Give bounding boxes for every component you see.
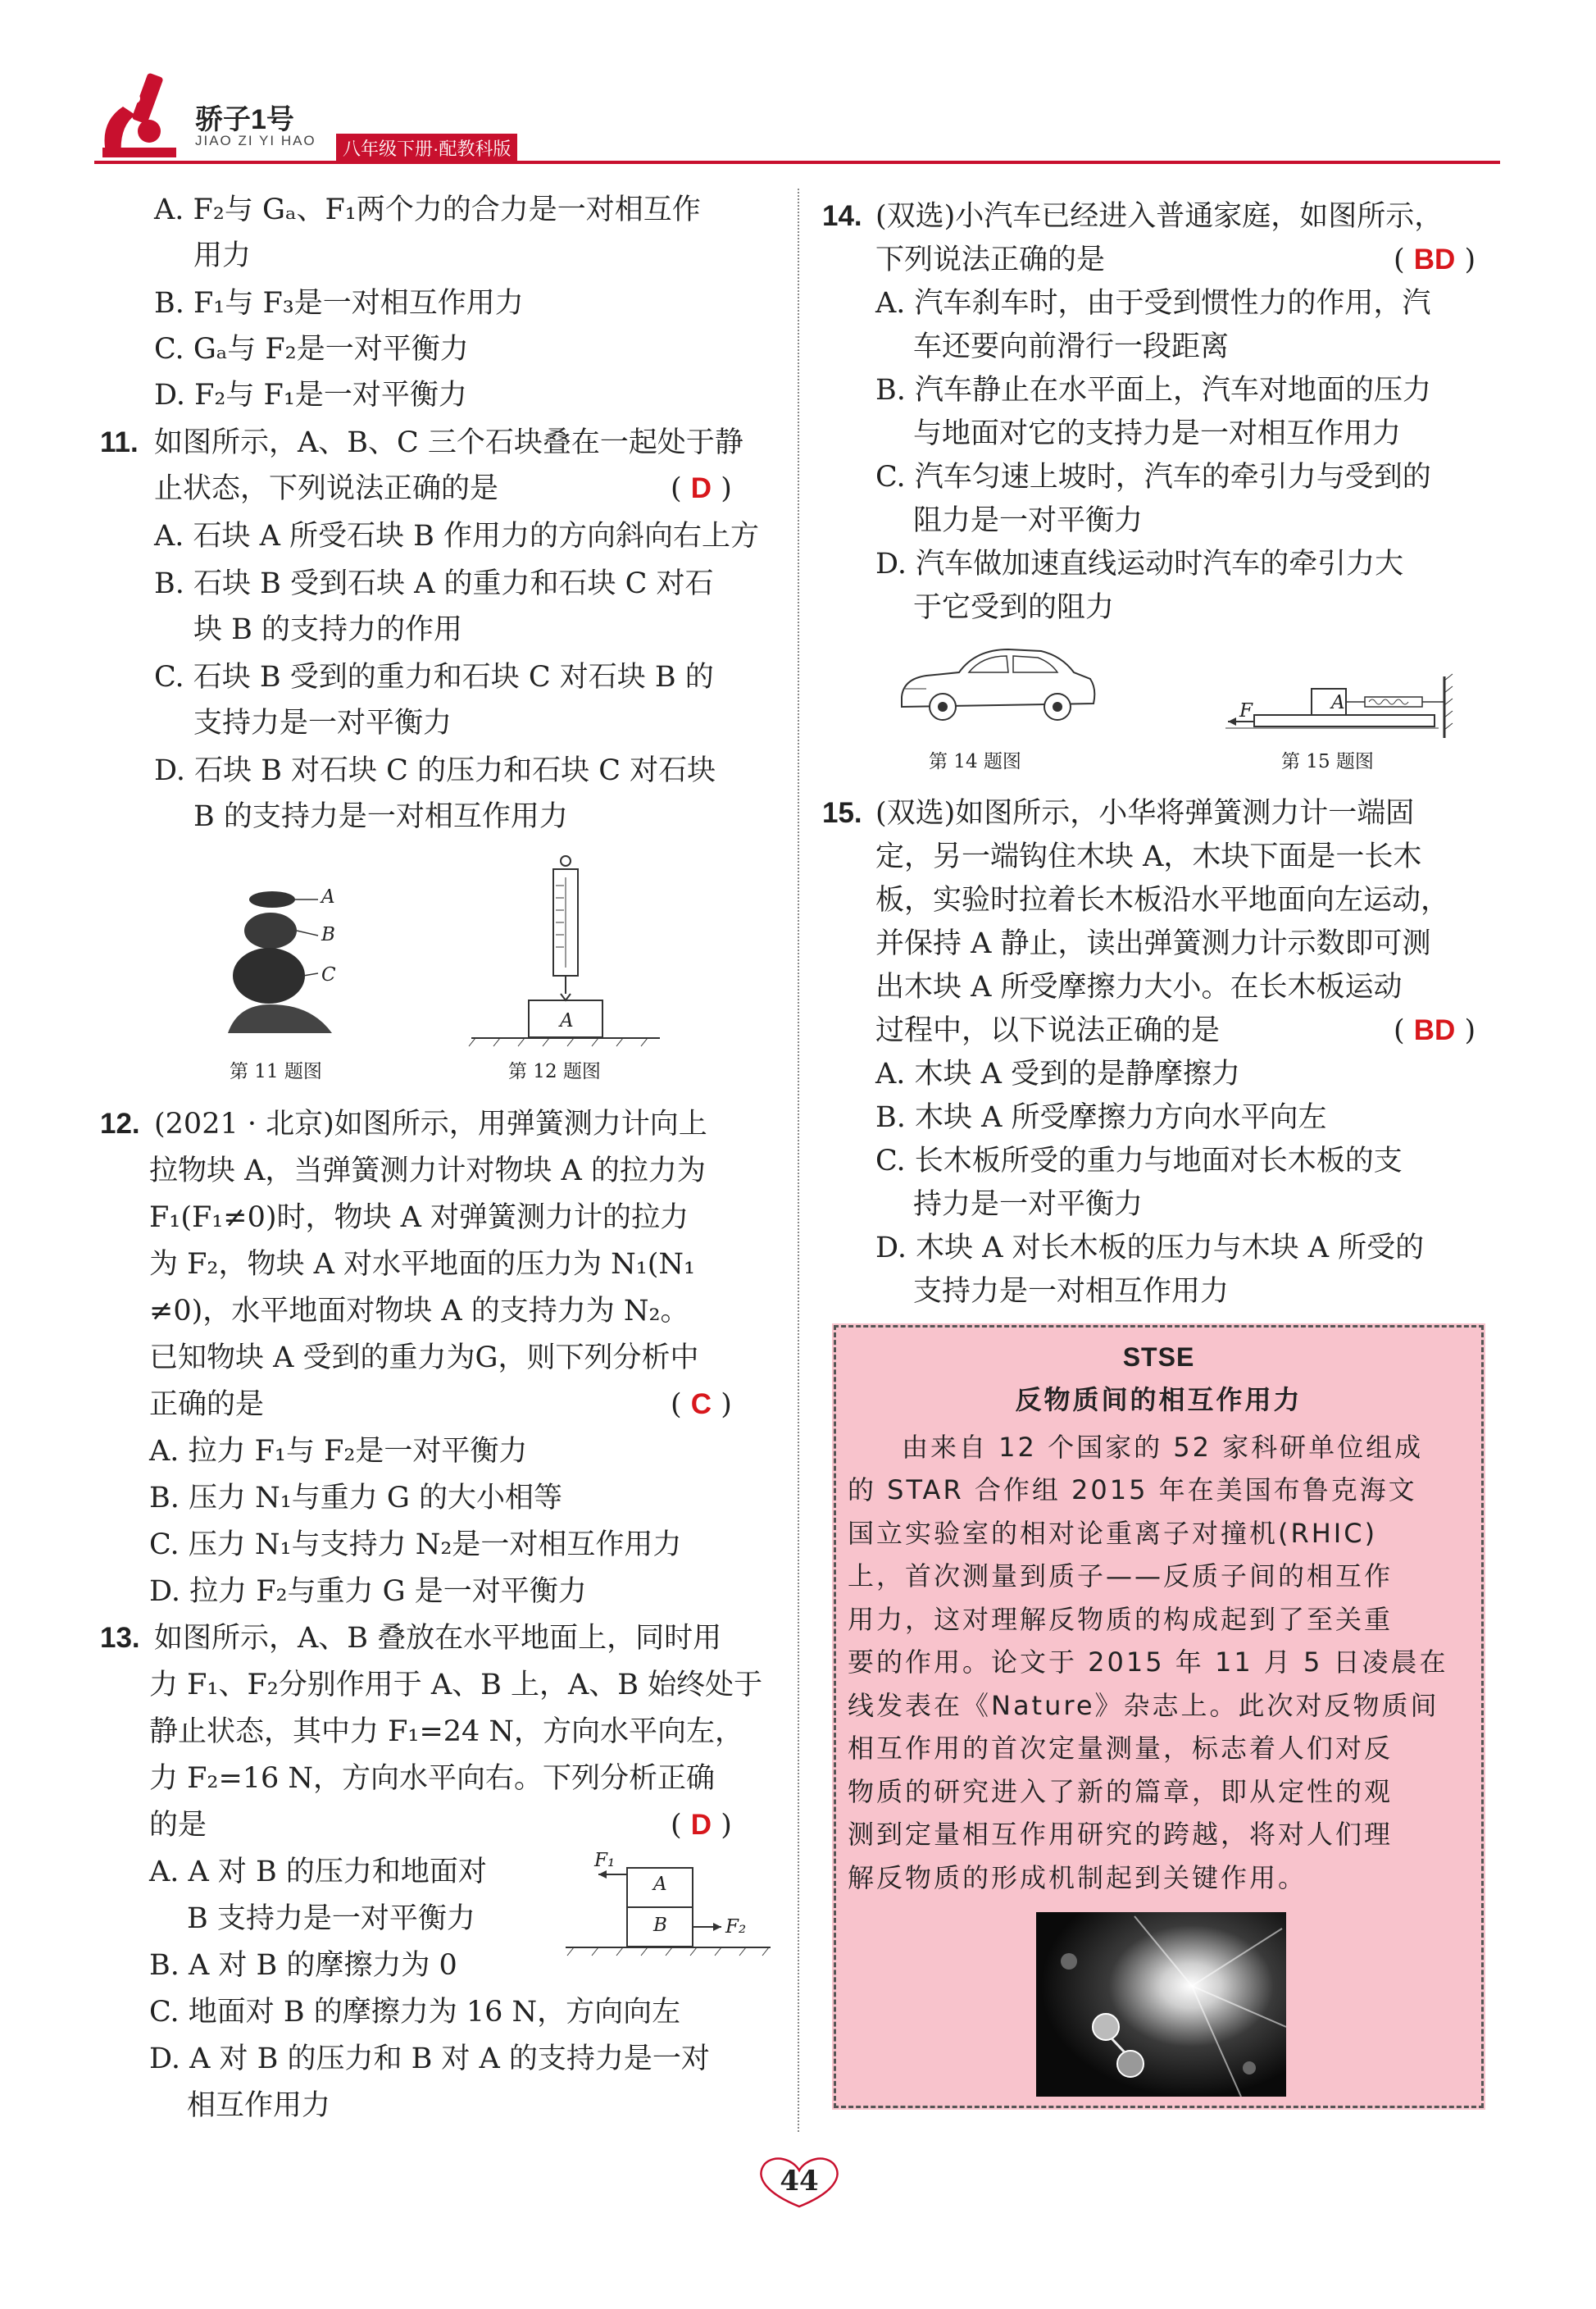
fig15-label-a: A — [1331, 692, 1345, 713]
fig11-label-a: A — [321, 886, 335, 908]
fig11-caption: 第 11 题图 — [230, 1061, 322, 1082]
q15-option-c: C. 长木板所受的重力与地面对长木板的支 — [875, 1145, 1403, 1177]
stse-line-7: 线发表在《Nature》杂志上。此次对反物质间 — [848, 1690, 1439, 1721]
q14-stem-2: 下列说法正确的是 — [875, 244, 1106, 276]
q14-option-d-cont: 于它受到的阻力 — [913, 591, 1115, 624]
q14-answer: ( BD ) — [1394, 244, 1476, 276]
stacked-blocks-figure — [557, 1851, 779, 1958]
fig13-label-a: A — [653, 1874, 667, 1895]
q13-answer: ( D ) — [671, 1809, 732, 1842]
q11-stem-2: 止状态，下列说法正确的是 — [154, 472, 499, 505]
q12-option-d: D. 拉力 F₂与重力 G 是一对平衡力 — [149, 1575, 587, 1608]
q15-option-b: B. 木块 A 所受摩擦力方向水平向左 — [875, 1101, 1327, 1134]
column-divider — [798, 189, 799, 2132]
q14-option-c: C. 汽车匀速上坡时，汽车的牵引力与受到的 — [875, 461, 1431, 494]
brand-name: 骄子1号 — [195, 104, 294, 135]
q13-stem-5: 的是 — [149, 1809, 207, 1842]
fig13-label-f1: F₁ — [594, 1850, 616, 1871]
q12-stem-5: ≠0)，水平地面对物块 A 的支持力为 N₂。 — [149, 1295, 689, 1328]
q13-option-a-cont: B 支持力是一对平衡力 — [187, 1902, 475, 1935]
q15-option-d-cont: 支持力是一对相互作用力 — [913, 1275, 1230, 1308]
q11-option-c: C. 石块 B 受到的重力和石块 C 对石块 B 的 — [154, 661, 714, 694]
q12-stem-3: F₁(F₁≠0)时，物块 A 对弹簧测力计的拉力 — [149, 1201, 689, 1234]
q15-option-c-cont: 持力是一对平衡力 — [913, 1188, 1144, 1221]
q10-option-b: B. F₁与 F₃是一对相互作用力 — [154, 287, 524, 320]
q12-option-c: C. 压力 N₁与支持力 N₂是一对相互作用力 — [149, 1528, 682, 1561]
fig15-label-f: F — [1239, 700, 1253, 722]
q14-option-b: B. 汽车静止在水平面上，汽车对地面的压力 — [875, 374, 1431, 407]
stse-line-3: 国立实验室的相对论重离子对撞机(RHIC) — [848, 1518, 1378, 1549]
fig14-caption: 第 14 题图 — [929, 751, 1021, 772]
stse-line-4: 上，首次测量到质子——反质子间的相互作 — [848, 1560, 1394, 1592]
q11-option-a: A. 石块 A 所受石块 B 作用力的方向斜向右上方 — [154, 520, 760, 553]
q12-answer: ( C ) — [671, 1388, 732, 1421]
fig13-label-b: B — [653, 1915, 667, 1936]
q14-number: 14. — [822, 200, 862, 232]
q14-option-d: D. 汽车做加速直线运动时汽车的牵引力大 — [875, 548, 1404, 581]
q13-option-d: D. A 对 B 的压力和 B 对 A 的支持力是一对 — [149, 2043, 710, 2075]
fig15-caption: 第 15 题图 — [1281, 751, 1374, 772]
q13-option-a: A. A 对 B 的压力和地面对 — [149, 1856, 487, 1888]
fig12-caption: 第 12 题图 — [508, 1061, 601, 1082]
stse-line-2: 的 STAR 合作组 2015 年在美国布鲁克海文 — [848, 1474, 1417, 1505]
q12-number: 12. — [100, 1108, 140, 1140]
antimatter-image — [1036, 1912, 1286, 2097]
q13-option-d-cont: 相互作用力 — [187, 2089, 331, 2122]
q12-stem-1: (2021 · 北京)如图所示，用弹簧测力计向上 — [154, 1108, 707, 1141]
q13-option-c: C. 地面对 B 的摩擦力为 16 N，方向向左 — [149, 1996, 681, 2029]
q14-option-c-cont: 阻力是一对平衡力 — [913, 504, 1144, 537]
q11-option-b-cont: 块 B 的支持力的作用 — [193, 613, 462, 646]
q10-option-c: C. Gₐ与 F₂是一对平衡力 — [154, 333, 469, 366]
q14-option-a: A. 汽车刹车时，由于受到惯性力的作用，汽 — [875, 287, 1431, 320]
fig13-label-f2: F₂ — [725, 1916, 747, 1938]
q15-option-a: A. 木块 A 受到的是静摩擦力 — [875, 1058, 1241, 1091]
q11-option-c-cont: 支持力是一对平衡力 — [193, 707, 452, 740]
q12-stem-2: 拉物块 A，当弹簧测力计对物块 A 的拉力为 — [149, 1154, 706, 1187]
q13-option-b: B. A 对 B 的摩擦力为 0 — [149, 1949, 457, 1982]
q15-answer: ( BD ) — [1394, 1014, 1476, 1047]
q12-option-b: B. 压力 N₁与重力 G 的大小相等 — [149, 1482, 562, 1514]
q13-stem-4: 力 F₂=16 N，方向水平向右。下列分析正确 — [149, 1762, 716, 1795]
stse-line-1: 由来自 12 个国家的 52 家科研单位组成 — [902, 1432, 1424, 1463]
q10-option-a: A. F₂与 Gₐ、F₁两个力的合力是一对相互作 — [154, 194, 701, 226]
q13-stem-3: 静止状态，其中力 F₁=24 N，方向水平向左， — [149, 1715, 744, 1748]
q14-option-b-cont: 与地面对它的支持力是一对相互作用力 — [913, 417, 1402, 450]
q15-option-d: D. 木块 A 对长木板的压力与木块 A 所受的 — [875, 1232, 1425, 1264]
q10-option-d: D. F₂与 F₁是一对平衡力 — [154, 379, 467, 412]
q11-stem-1: 如图所示，A、B、C 三个石块叠在一起处于静 — [154, 426, 743, 459]
q14-option-a-cont: 车还要向前滑行一段距离 — [913, 330, 1230, 363]
q13-number: 13. — [100, 1622, 140, 1654]
q12-stem-6: 已知物块 A 受到的重力为G，则下列分析中 — [149, 1341, 699, 1374]
grade-tag: 八年级下册·配教科版 — [336, 134, 517, 162]
q10-option-a-cont: 用力 — [193, 239, 252, 272]
stse-line-5: 用力，这对理解反物质的构成起到了至关重 — [848, 1604, 1394, 1635]
q15-stem-5: 出木块 A 所受摩擦力大小。在长木板运动 — [875, 971, 1403, 1004]
stse-tag: STSE — [1122, 1342, 1195, 1372]
fig11-label-b: B — [321, 924, 335, 945]
fig12-label-a: A — [560, 1010, 574, 1032]
fig11-label-c: C — [321, 964, 336, 986]
q15-stem-3: 板，实验时拉着长木板沿水平地面向左运动， — [875, 884, 1450, 917]
microscope-logo-icon — [90, 66, 193, 164]
stse-line-9: 物质的研究进入了新的篇章，即从定性的观 — [848, 1776, 1394, 1807]
q12-stem-4: 为 F₂，物块 A 对水平地面的压力为 N₁(N₁ — [149, 1248, 696, 1281]
q12-stem-7: 正确的是 — [149, 1388, 265, 1421]
q11-number: 11. — [100, 426, 139, 458]
stse-line-11: 解反物质的形成机制起到关键作用。 — [848, 1862, 1307, 1893]
q15-stem-4: 并保持 A 静止，读出弹簧测力计示数即可测 — [875, 927, 1431, 960]
q15-stem-1: (双选)如图所示，小华将弹簧测力计一端固 — [875, 797, 1415, 830]
brand-pinyin: JIAO ZI YI HAO — [195, 133, 316, 148]
q14-stem-1: (双选)小汽车已经进入普通家庭，如图所示， — [875, 200, 1444, 233]
q15-stem-6: 过程中，以下说法正确的是 — [875, 1014, 1221, 1047]
q11-option-d-cont: B 的支持力是一对相互作用力 — [193, 800, 568, 833]
q11-option-b: B. 石块 B 受到石块 A 的重力和石块 C 对石 — [154, 567, 714, 600]
stse-reading-box — [834, 1325, 1484, 2108]
car-figure — [893, 640, 1098, 734]
q15-number: 15. — [822, 797, 862, 829]
q11-answer: ( D ) — [671, 472, 732, 505]
stse-line-6: 要的作用。论文于 2015 年 11 月 5 日凌晨在 — [848, 1646, 1448, 1678]
q13-stem-1: 如图所示，A、B 叠放在水平地面上，同时用 — [154, 1622, 722, 1655]
q11-option-d: D. 石块 B 对石块 C 的压力和石块 C 对石块 — [154, 754, 716, 787]
stse-line-8: 相互作用的首次定量测量，标志着人们对反 — [848, 1733, 1394, 1764]
stse-line-10: 测到定量相互作用研究的跨越，将对人们理 — [848, 1819, 1394, 1850]
q12-option-a: A. 拉力 F₁与 F₂是一对平衡力 — [149, 1435, 528, 1468]
q13-stem-2: 力 F₁、F₂分别作用于 A、B 上，A、B 始终处于 — [149, 1669, 763, 1701]
page-number: 44 — [780, 2165, 819, 2197]
header-rule — [94, 161, 1500, 164]
q15-stem-2: 定，另一端钩住木块 A，木块下面是一长木 — [875, 840, 1422, 873]
stse-title: 反物质间的相互作用力 — [1015, 1384, 1303, 1415]
